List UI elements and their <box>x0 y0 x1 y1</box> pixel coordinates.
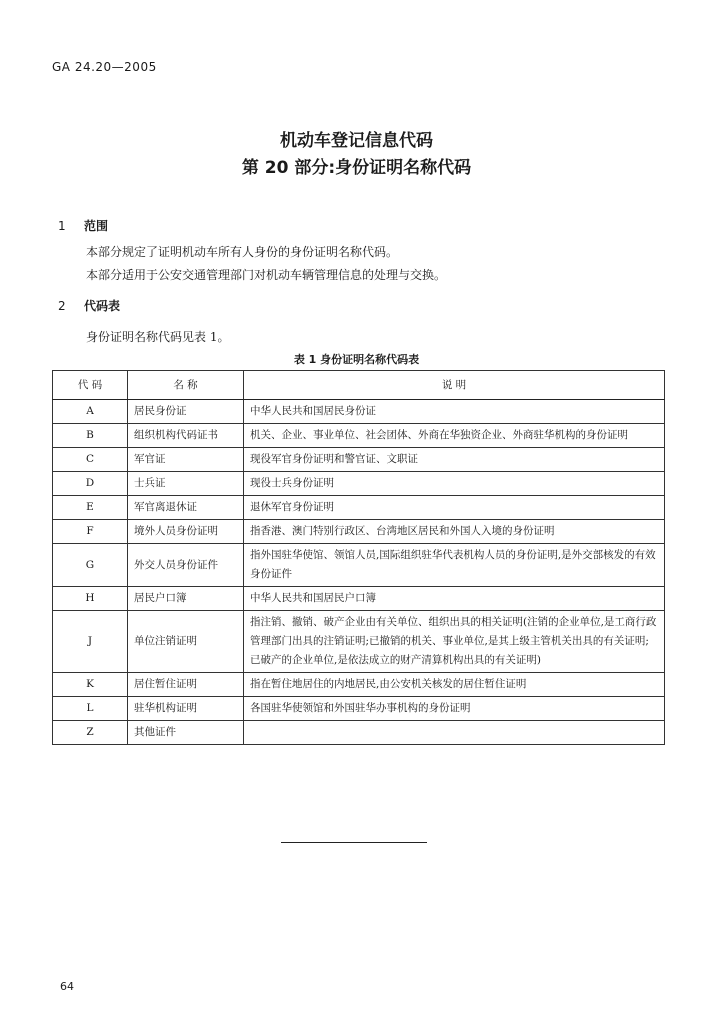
section-title: 代码表 <box>84 299 121 313</box>
desc-cell: 中华人民共和国居民身份证 <box>244 400 665 424</box>
code-cell: F <box>53 520 128 544</box>
section-number: 1 <box>58 219 66 233</box>
table-row <box>53 544 665 587</box>
name-cell: 居民身份证 <box>128 400 244 424</box>
code-cell: J <box>53 611 128 673</box>
code-cell: C <box>53 448 128 472</box>
table-row <box>53 721 665 745</box>
name-cell: 军官证 <box>128 448 244 472</box>
code-cell: H <box>53 587 128 611</box>
desc-cell <box>244 721 665 745</box>
name-cell: 外交人员身份证件 <box>128 544 244 587</box>
document-subtitle: 第 20 部分:身份证明名称代码 <box>241 158 472 178</box>
section-title: 范围 <box>84 219 109 233</box>
desc-cell: 现役士兵身份证明 <box>244 472 665 496</box>
page-number: 64 <box>60 980 74 993</box>
code-cell: E <box>53 496 128 520</box>
paragraph: 身份证明名称代码见表 1。 <box>86 330 230 344</box>
code-cell: A <box>53 400 128 424</box>
desc-cell: 现役军官身份证明和警官证、文职证 <box>244 448 665 472</box>
name-cell: 其他证件 <box>128 721 244 745</box>
desc-cell: 机关、企业、事业单位、社会团体、外商在华独资企业、外商驻华机构的身份证明 <box>244 424 665 448</box>
paragraph: 本部分适用于公安交通管理部门对机动车辆管理信息的处理与交换。 <box>86 268 447 282</box>
header-desc: 说 明 <box>244 371 665 400</box>
table-header-row <box>53 371 665 400</box>
name-cell: 组织机构代码证书 <box>128 424 244 448</box>
desc-cell: 指在暂住地居住的内地居民,由公安机关核发的居住暂住证明 <box>244 673 665 697</box>
table-row <box>53 587 665 611</box>
end-rule <box>281 842 427 843</box>
code-cell: Z <box>53 721 128 745</box>
code-cell: L <box>53 697 128 721</box>
name-cell: 居住暂住证明 <box>128 673 244 697</box>
code-cell: K <box>53 673 128 697</box>
code-table <box>52 370 665 745</box>
table-row <box>53 424 665 448</box>
section-number: 2 <box>58 299 66 313</box>
table-row <box>53 673 665 697</box>
name-cell: 单位注销证明 <box>128 611 244 673</box>
table-row <box>53 472 665 496</box>
header-code: 代 码 <box>53 371 128 400</box>
code-cell: G <box>53 544 128 587</box>
paragraph: 本部分规定了证明机动车所有人身份的身份证明名称代码。 <box>86 245 399 259</box>
standard-code: GA 24.20—2005 <box>52 60 157 74</box>
document-title: 机动车登记信息代码 <box>280 131 433 151</box>
table-row <box>53 448 665 472</box>
table-caption: 表 1 身份证明名称代码表 <box>293 353 420 366</box>
header-name: 名 称 <box>128 371 244 400</box>
name-cell: 军官离退休证 <box>128 496 244 520</box>
table-row <box>53 496 665 520</box>
desc-cell: 各国驻华使领馆和外国驻华办事机构的身份证明 <box>244 697 665 721</box>
name-cell: 驻华机构证明 <box>128 697 244 721</box>
desc-cell: 中华人民共和国居民户口簿 <box>244 587 665 611</box>
desc-cell: 指外国驻华使馆、领馆人员,国际组织驻华代表机构人员的身份证明,是外交部核发的有效身份证件 <box>244 544 665 587</box>
section-heading-code-table <box>58 297 120 314</box>
desc-cell: 指注销、撤销、破产企业由有关单位、组织出具的相关证明(注销的企业单位,是工商行政管理部门出具的注销证明;已撤销的机关、事业单位,是其上级主管机关出具的有关证明;已破产的企业单位,是依法成立的财产清算机构出具的有关证明) <box>244 611 665 673</box>
code-cell: B <box>53 424 128 448</box>
name-cell: 士兵证 <box>128 472 244 496</box>
table-row <box>53 520 665 544</box>
desc-cell: 退休军官身份证明 <box>244 496 665 520</box>
name-cell: 居民户口簿 <box>128 587 244 611</box>
desc-cell: 指香港、澳门特别行政区、台湾地区居民和外国人入境的身份证明 <box>244 520 665 544</box>
code-cell: D <box>53 472 128 496</box>
table-row <box>53 611 665 673</box>
section-heading-scope <box>58 217 108 234</box>
table-row <box>53 697 665 721</box>
name-cell: 境外人员身份证明 <box>128 520 244 544</box>
table-row <box>53 400 665 424</box>
